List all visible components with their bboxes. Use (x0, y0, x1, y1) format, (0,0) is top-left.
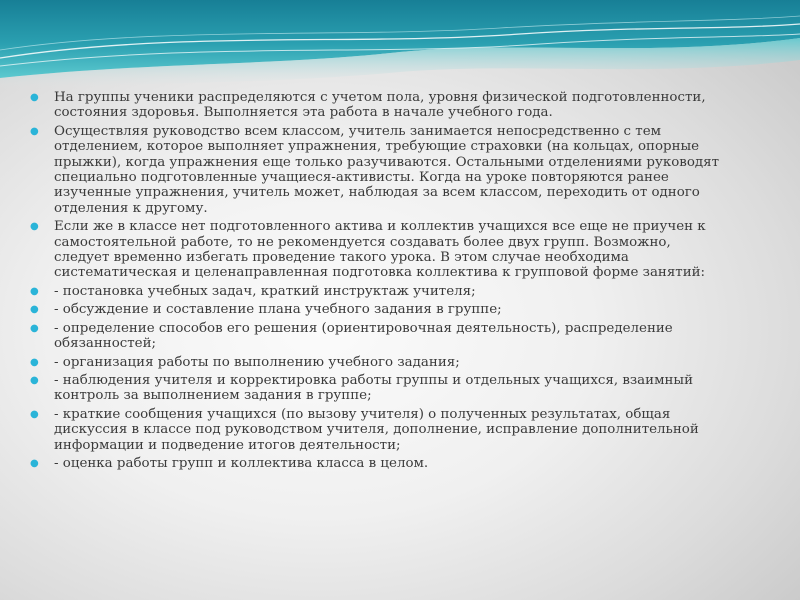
bullet-item (30, 90, 720, 121)
bullet-text: - организация работы по выполнению учебного задания; (54, 354, 460, 370)
bullet-item (30, 355, 720, 370)
bullet-text: - постановка учебных задач, краткий инструктаж учителя; (54, 283, 476, 299)
bullet-circle-icon: ● (30, 285, 39, 297)
bullet-text: - краткие сообщения учащихся (по вызову учителя) о полученных результатах, общая дискуссия в классе под руководством учителя, дополнение, исправление дополнительной информации и подведение итогов деятельности; (54, 406, 699, 453)
bullet-text: Осуществляя руководство всем классом, учитель занимается непосредственно с тем отделением, которое выполняет упражнения, требующие страховки (на кольцах, опорные прыжки), когда упражнения еще только разучиваются. Остальными отделениями руководят специально подготовленные учащиеся-активисты. Когда на уроке повторяются ранее изученные упражнения, учитель может, наблюдая за всем классом, переходить от одного отделения к другому. (54, 123, 719, 216)
bullet-item (30, 456, 720, 471)
bullet-item (30, 284, 720, 299)
bullet-circle-icon: ● (30, 322, 39, 334)
bullet-text: - наблюдения учителя и корректировка работы группы и отдельных учащихся, взаимный контроль за выполнением задания в группе; (54, 372, 694, 404)
bullet-item (30, 219, 720, 281)
bullet-text: На группы ученики распределяются с учетом пола, уровня физической подготовленности, состояния здоровья. Выполняется эта работа в начале учебного года. (54, 90, 706, 121)
bullet-text: Если же в классе нет подготовленного актива и коллектив учащихся все еще не приучен к самостоятельной работе, то не рекомендуется создавать более двух групп. Возможно, следует временно избегать проведение такого урока. В этом случае необходима систематическая и целенаправленная подготовка коллектива к групповой форме занятий: (54, 219, 706, 281)
bullet-circle-icon: ● (30, 125, 39, 137)
bullet-circle-icon: ● (30, 92, 39, 103)
bullet-circle-icon: ● (30, 457, 39, 469)
bullet-text: - обсуждение и составление плана учебного задания в группе; (54, 302, 502, 318)
bullet-text: - оценка работы групп и коллектива класса в целом. (54, 455, 429, 471)
header-wave-band (0, 0, 800, 90)
bullet-item (30, 321, 720, 352)
bullet-circle-icon: ● (30, 221, 39, 233)
slide-body (30, 90, 720, 474)
bullet-item (30, 407, 720, 453)
bullet-text: - определение способов его решения (ориентировочная деятельность), распределение обязанностей; (54, 320, 673, 352)
bullet-item (30, 302, 720, 317)
bullet-circle-icon: ● (30, 408, 39, 420)
bullet-circle-icon: ● (30, 304, 39, 316)
bullet-circle-icon: ● (30, 356, 39, 368)
bullet-item (30, 373, 720, 404)
bullet-circle-icon: ● (30, 374, 39, 386)
bullet-item (30, 124, 720, 216)
